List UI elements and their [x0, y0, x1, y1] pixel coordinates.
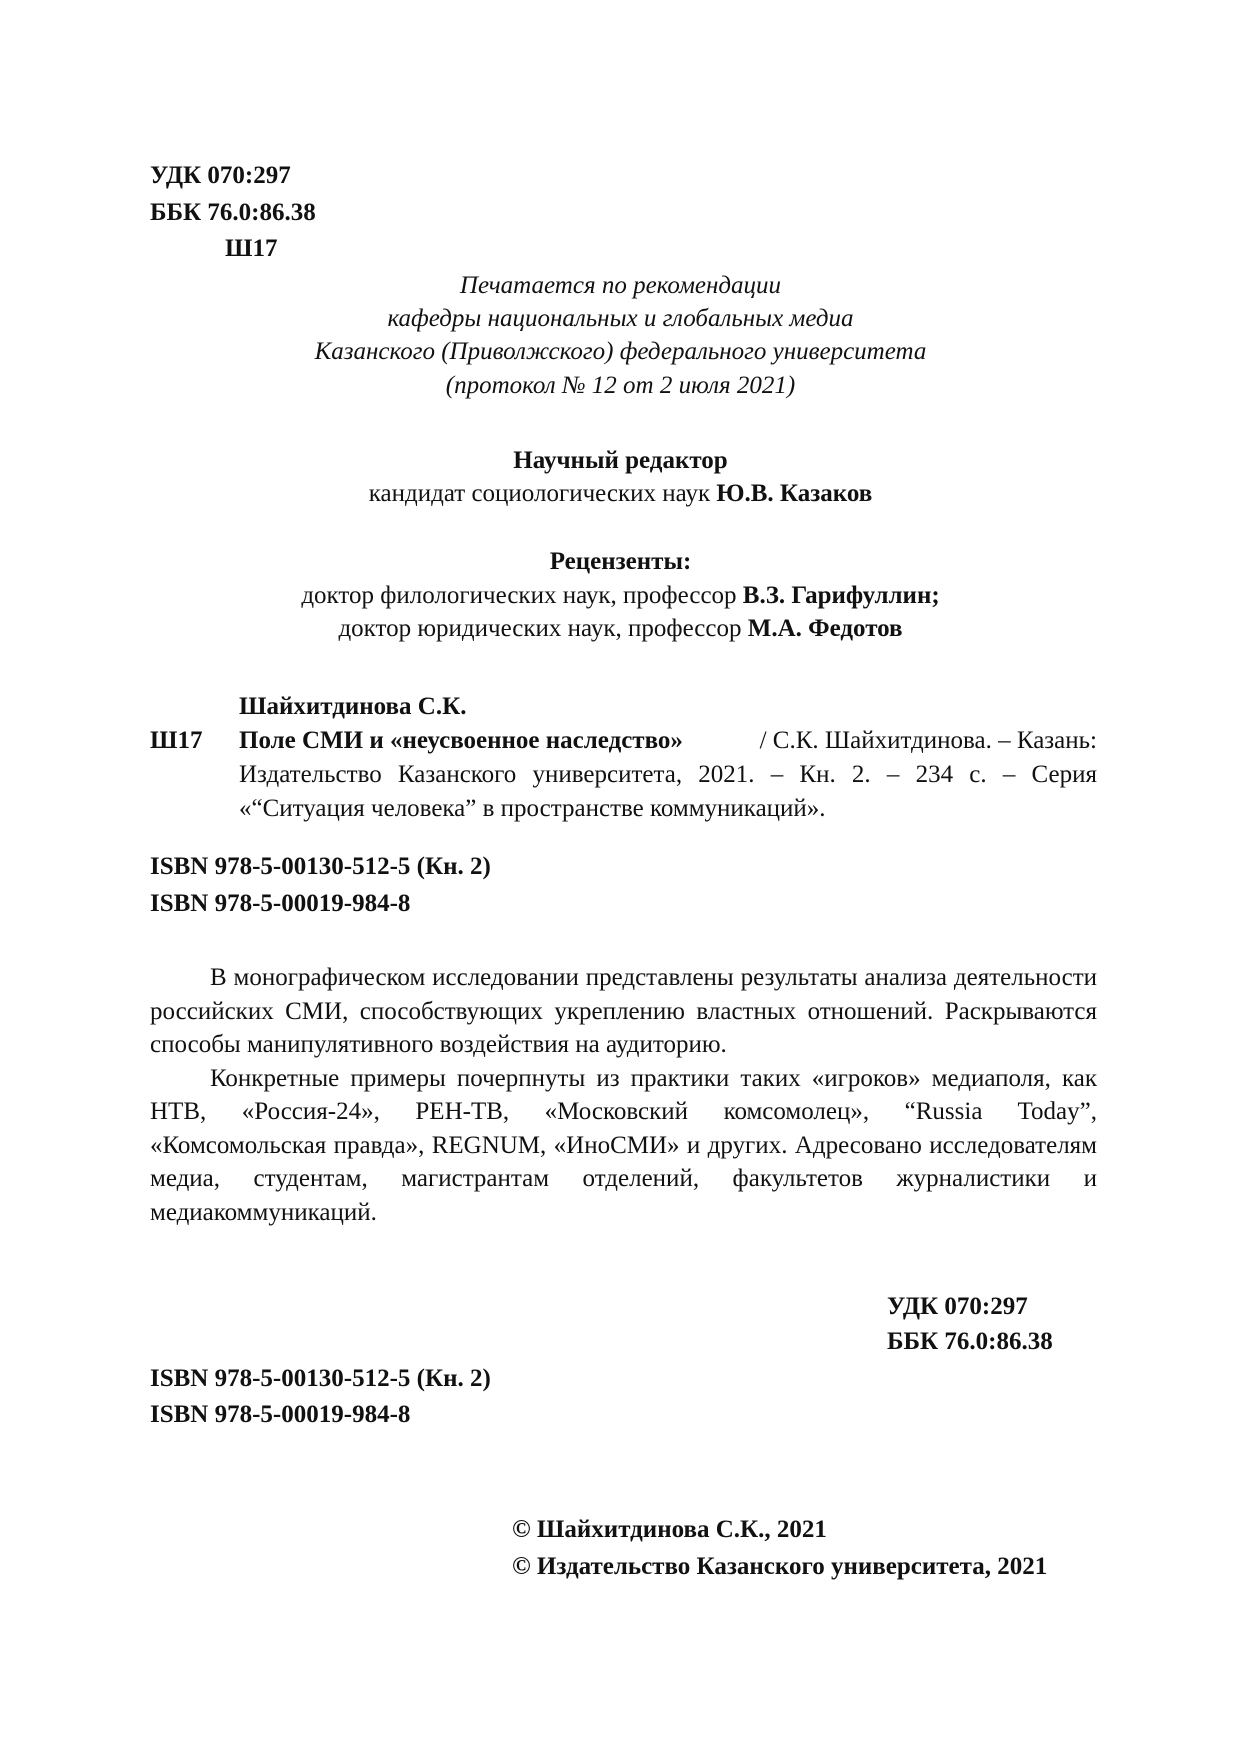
bib-sign: Ш17 — [150, 727, 203, 754]
editor-heading: Научный редактор — [513, 447, 728, 474]
udk-code: УДК 070:297 — [150, 162, 291, 189]
bbk-code-right: ББК 76.0:86.38 — [887, 1328, 1053, 1355]
reviewer-1-role: доктор филологических наук, профессор — [301, 582, 737, 609]
copyright-author: © Шайхитдинова С.К., 2021 — [512, 1516, 827, 1543]
author-sign: Ш17 — [225, 235, 278, 262]
bib-first-line — [239, 724, 1097, 758]
reviewer-2 — [0, 612, 1241, 646]
bbk-code: ББК 76.0:86.38 — [150, 199, 316, 226]
isbn-1: ISBN 978-5-00130-512-5 (Кн. 2) — [150, 853, 491, 880]
isbn-2: ISBN 978-5-00019-984-8 — [150, 890, 411, 917]
recommendation-line-4: (протокол № 12 от 2 июля 2021) — [445, 372, 796, 399]
isbn-bottom-1: ISBN 978-5-00130-512-5 (Кн. 2) — [150, 1365, 491, 1392]
editor-name: Ю.В. Казаков — [716, 480, 873, 507]
abstract — [150, 961, 1097, 1229]
recommendation-line-1: Печатается по рекомендации — [459, 272, 782, 299]
bib-rest-text: Издательство Казанского университета, 2021. – Кн. 2. – 234 с. – Серия «“Ситуация человека” в пространстве коммуникаций». — [239, 761, 1097, 822]
reviewer-2-role: доктор юридических наук, профессор — [338, 615, 742, 642]
udk-code-right: УДК 070:297 — [887, 1293, 1028, 1320]
bib-rest-line1: / С.К. Шайхитдинова. – Казань: — [759, 727, 1097, 754]
abstract-paragraph-1: В монографическом исследовании представлены результаты анализа деятельности российских СМИ, способствующих укреплению властных отношений. Раскрываются способы манипулятивного воздействия на аудиторию. — [150, 964, 1097, 1058]
abstract-paragraph-2: Конкретные примеры почерпнуты из практики таких «игроков» медиаполя, как НТВ, «Россия-24», РЕН-ТВ, «Московский комсомолец», “Russia Today”, «Комсомольская правда», REGNUM, «ИноСМИ» и других. Адресовано исследователям медиа, студентам, магистрантам отделений, факультетов журналистики и медиакоммуникаций. — [150, 1064, 1097, 1226]
reviewer-1 — [0, 579, 1241, 613]
editor-line — [0, 477, 1241, 511]
reviewers-heading: Рецензенты: — [549, 548, 692, 575]
bib-title: Поле СМИ и «неусвоенное наследство» — [239, 727, 683, 754]
bib-author: Шайхитдинова С.К. — [239, 693, 467, 720]
reviewer-1-name: В.З. Гарифуллин; — [742, 582, 940, 609]
reviewer-2-name: М.А. Федотов — [747, 615, 903, 642]
isbn-bottom-2: ISBN 978-5-00019-984-8 — [150, 1401, 411, 1428]
copyright-publisher: © Издательство Казанского университета, 2021 — [512, 1553, 1048, 1580]
recommendation-line-2: кафедры национальных и глобальных медиа — [387, 305, 854, 332]
editor-role: кандидат социологических наук — [368, 480, 711, 507]
recommendation-line-3: Казанского (Приволжского) федерального университета — [314, 338, 927, 365]
